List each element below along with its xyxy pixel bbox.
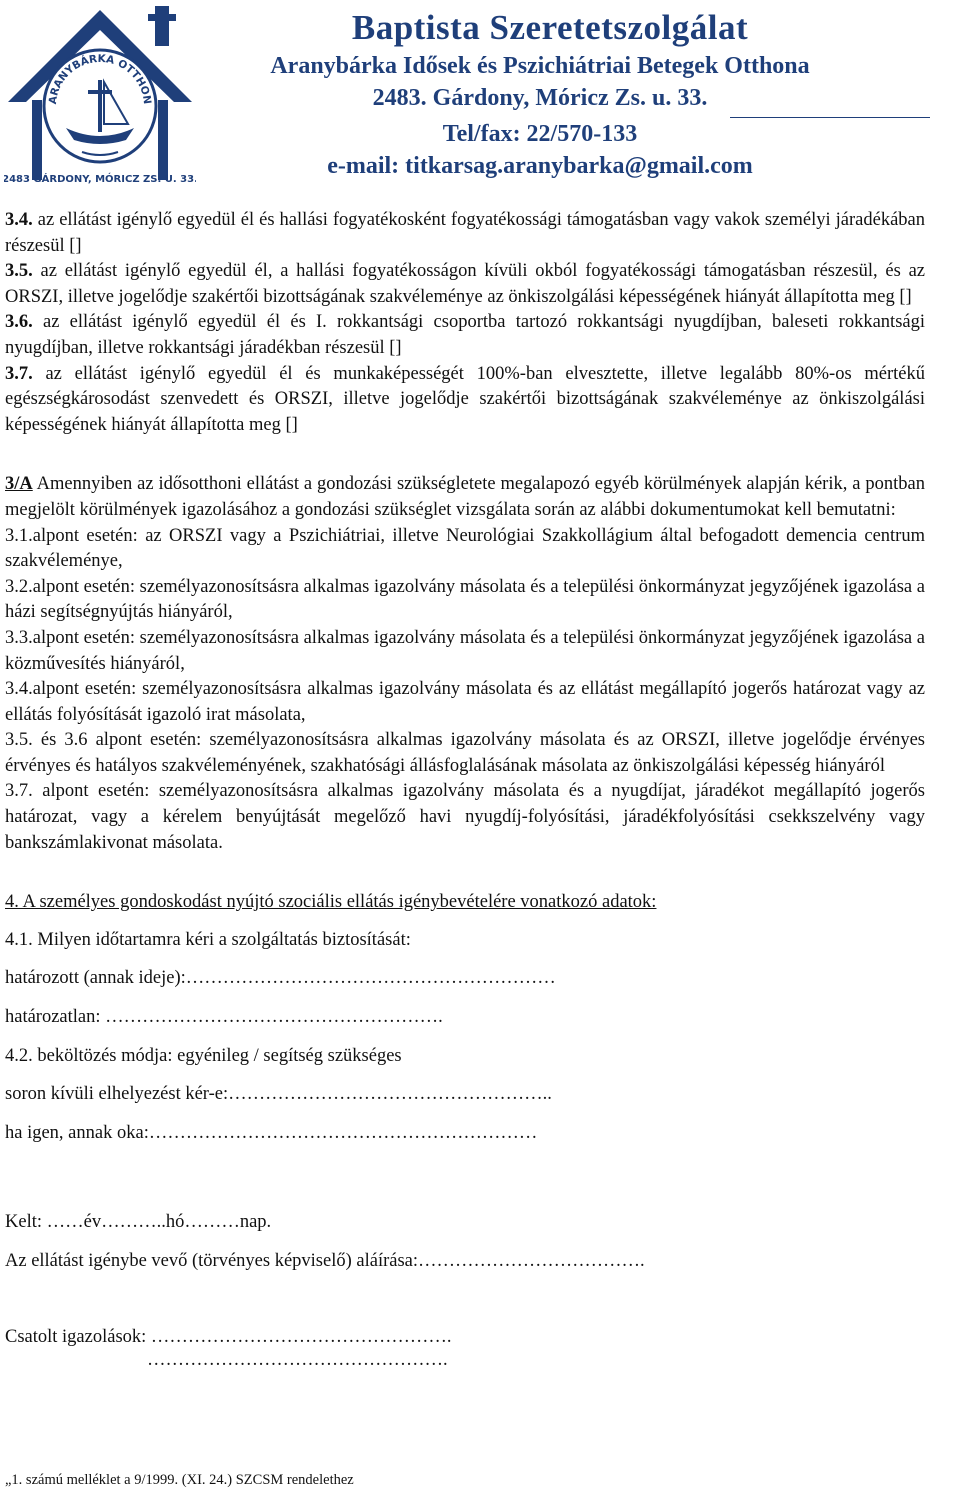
priority-reason-field[interactable]: ha igen, annak oka:……………………………………………………… [5,1122,538,1143]
item-number: 3.6. [5,312,33,333]
item-3-7 [5,362,925,439]
section-3a-text: Amennyiben az idősotthoni ellátást a gondozási szükségletete megalapozó egyéb körülmények alapján kérik, a pontban megjelölt körülmények igazolásához a gondozási szükséglet vizsgálata során az alábbi dokumentumokat kell bemutatni: [5,474,925,520]
signature-field[interactable]: Az ellátást igénybe vevő (törvényes képviselő) aláírása:………………………………. [5,1251,645,1271]
question-4-2: 4.2. beköltözés módja: egyénileg / segítség szükséges [5,1045,402,1066]
item-text: az ellátást igénylő egyedül él és munkaképességét 100%-ban elvesztette, illetve legalább 80%-os mértékű egészségkárosodást szenvedett és ORSZI, illetve jogelődje szakértői bizottságának szakvéleménye az önkiszolgálási képességének hiányát állapította meg [] [5,363,925,435]
point-3-3: 3.3.alpont esetén: személyazonosítsásra alkalmas igazolvány másolata és a települési önkormányzat jegyzőjének igazolása a közművesítés hiányáról, [5,627,925,674]
phone: Tel/fax: 22/570-133 [442,121,638,147]
section-3a-label: 3/A [5,474,33,495]
item-number: 3.5. [5,261,33,282]
org-name: Baptista Szeretetszolgálat [351,8,749,47]
priority-placement-field[interactable]: soron kívüli elhelyezést kér-e:…………………………………………….. [5,1084,552,1105]
item-number: 3.4. [5,210,33,230]
attachments-field[interactable]: Csatolt igazolások: …………………………………………. [5,1326,452,1347]
document-body [5,208,925,1374]
item-text: az ellátást igénylő egyedül él és I. rokkantsági csoportba tartozó rokkantsági nyugdíjban, baleseti rokkantsági nyugdíjban, illetve rokkantsági járadékban részesül [] [5,312,925,358]
item-3-5 [5,259,925,310]
section-4-heading: 4. A személyes gondoskodást nyújtó szociális ellátás igénybevételére vonatkozó adatok: [5,892,657,913]
item-3-6 [5,310,925,361]
item-3-4 [5,208,925,259]
item-text: az ellátást igénylő egyedül él és hallási fogyatékosként fogyatékossági támogatásban vagy vakok személyi járadékában részesül [] [5,210,925,256]
attachments-field-2[interactable]: …………………………………………. [147,1350,448,1371]
indefinite-term-field[interactable]: határozatlan: ………………………………………………. [5,1007,443,1028]
address: 2483. Gárdony, Móricz Zs. u. 33. [372,85,708,111]
home-name: Aranybárka Idősek és Pszichiátriai Betegek Otthona [270,53,810,79]
point-3-5-3-6: 3.5. és 3.6 alpont esetén: személyazonosítsásra alkalmas igazolvány másolata és az ORSZI, illetve jogelődje érvényes érvényes és hatályos szakvéleményének, szakhatósági állásfoglalásának másolata az önkiszolgálási képesség hiányáról [5,730,925,776]
point-3-1: 3.1.alpont esetén: az ORSZI vagy a Pszichiátriai, illetve Neurológiai Szakkollágium által befogadott demencia centrum szakvéleménye, [5,525,925,572]
footer-note: „1. számú melléklet a 9/1999. (XI. 24.) SZCSM rendelethez [5,1472,354,1488]
point-3-7: 3.7. alpont esetén: személyazonosítsásra alkalmas igazolvány másolata és a nyugdíjat, járadékot megállapító jogerős határozat, vagy a kérelem benyújtását megelőző havi nyugdíj-folyósítási, járadékfolyósítási csekkszelvény vagy bankszámlakivonat másolata. [5,781,925,853]
letterhead [0,0,960,190]
fixed-term-field[interactable]: határozott (annak ideje):…………………………………………………… [5,968,556,989]
email: e-mail: titkarsag.aranybarka@gmail.com [327,153,753,179]
point-3-4: 3.4.alpont esetén: személyazonosítsásra alkalmas igazolvány másolata és az ellátást megállapító jogerős határozat vagy az ellátás folyósítását igazoló irat másolata, [5,679,925,725]
header-rule [730,117,930,118]
point-3-2: 3.2.alpont esetén: személyazonosítsásra alkalmas igazolvány másolata és a települési önkormányzat jegyzőjének igazolása a házi segítségnyújtás hiányáról, [5,576,925,623]
date-field[interactable]: Kelt: ……év………..hó………nap. [5,1212,272,1233]
item-text: az ellátást igénylő egyedül él, a hallási fogyatékosságon kívüli okból fogyatékossági támogatásban részesül, és az ORSZI, illetve jogelődje szakértői bizottságának szakvéleménye az önkiszolgálási képességének hiányát állapította meg [] [5,261,925,307]
logo-address-text: 2483 GÁRDONY, MÓRICZ ZS. U. 33. [4,174,196,185]
section-3a-intro [5,472,925,523]
question-4-1: 4.1. Milyen időtartamra kéri a szolgáltatás biztosítását: [5,929,411,950]
item-number: 3.7. [5,363,33,384]
logo-arc-text: ARANYBÁRKA OTTHON [46,52,154,105]
